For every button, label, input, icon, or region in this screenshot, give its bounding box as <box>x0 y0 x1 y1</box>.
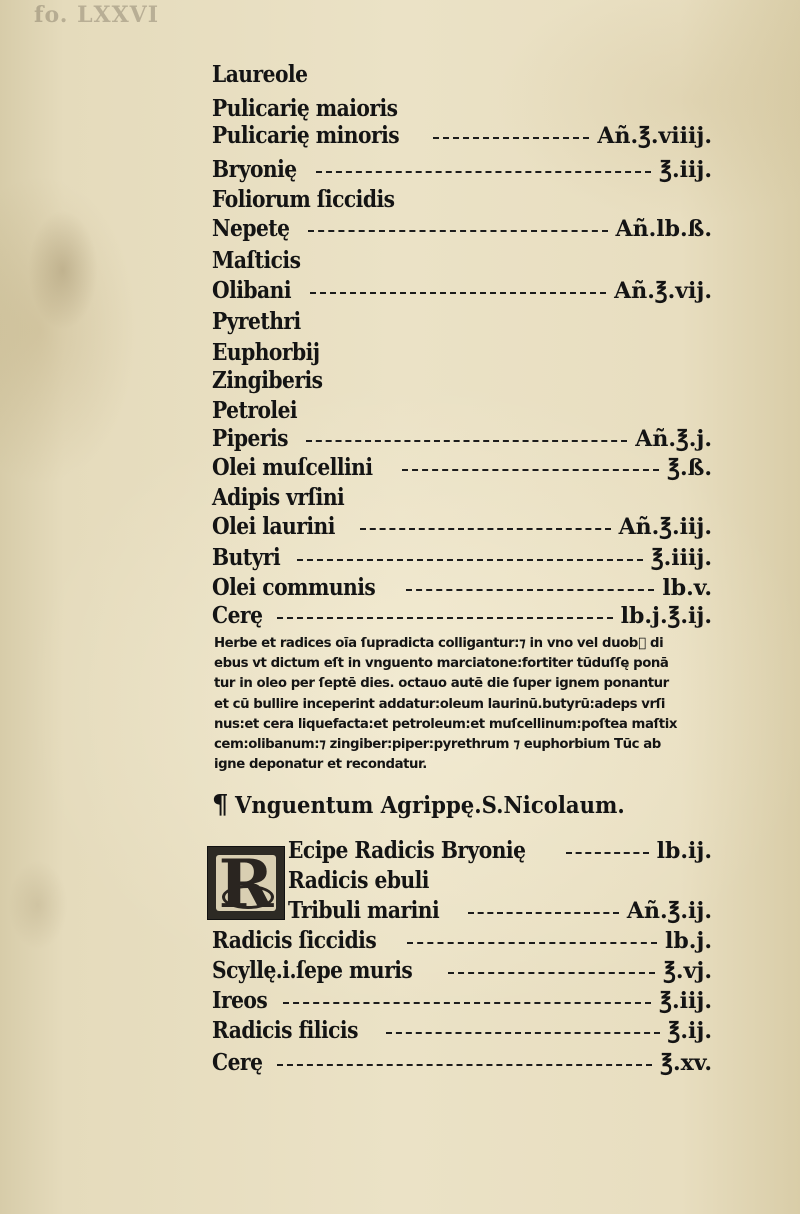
ingredient-quantity: Añ.℥.ij. <box>626 897 712 924</box>
leader-line <box>283 1002 651 1004</box>
ingredient-name: Cerę <box>212 1049 263 1076</box>
ingredient-row <box>212 956 712 985</box>
leader-line <box>402 469 659 471</box>
ingredient-name: Laureole <box>212 61 308 88</box>
leader-line <box>277 1064 652 1066</box>
ingredient-row <box>212 601 712 630</box>
ingredient-quantity: lb.j.℥.ij. <box>620 602 712 629</box>
pilcrow-icon: ¶ <box>212 790 229 820</box>
ingredient-name: Olei muſcellini <box>212 454 373 481</box>
ingredient-quantity: lb.v. <box>662 574 712 601</box>
ingredient-quantity: Añ.℥.viiij. <box>597 122 712 149</box>
ingredient-quantity: ℥.iiij. <box>650 544 712 571</box>
ingredient-name: Olibani <box>212 277 291 304</box>
ingredient-quantity: ℥.vj. <box>663 957 712 984</box>
ingredient-name: Pulicarię minoris <box>212 122 400 149</box>
initial-frame <box>216 855 276 911</box>
ingredient-row <box>288 866 712 895</box>
ingredient-name: Nepetę <box>212 215 290 242</box>
initial-letter: R <box>218 855 274 911</box>
ingredient-row <box>212 543 712 572</box>
instruction-line: igne deponatur et recondatur. <box>214 757 427 773</box>
ingredient-quantity: ℥.iij. <box>659 156 712 183</box>
leader-line <box>316 171 651 173</box>
ingredient-row <box>212 573 712 602</box>
instruction-line: et cū bullire inceperint addatur:oleum laurinū.butyrū:adeps vrſi <box>214 696 665 712</box>
ingredient-name: Tribuli marini <box>288 897 440 924</box>
ingredient-name: Maſticis <box>212 247 301 274</box>
ingredient-row <box>212 214 712 243</box>
ingredient-name: Radicis filicis <box>212 1017 358 1044</box>
ingredient-name: Butyri <box>212 544 281 571</box>
leader-line <box>448 972 656 974</box>
ingredient-name: Pyrethri <box>212 308 301 335</box>
ingredient-name: Olei communis <box>212 574 376 601</box>
ingredient-quantity: Añ.℥.j. <box>635 425 712 452</box>
ingredient-name: Euphorbij <box>212 339 320 366</box>
ingredient-name: Bryonię <box>212 156 297 183</box>
ingredient-quantity: ℥.ß. <box>667 454 712 481</box>
ingredient-row <box>212 424 712 453</box>
ingredient-name: Ecipe Radicis Bryonię <box>288 837 526 864</box>
ingredient-name: Radicis ſiccidis <box>212 927 377 954</box>
ingredient-quantity: lb.j. <box>664 927 712 954</box>
ingredient-name: Ireos <box>212 987 268 1014</box>
ingredient-row <box>212 185 712 214</box>
ingredient-row <box>212 453 712 482</box>
ingredient-row <box>212 338 712 367</box>
ingredient-row <box>212 155 712 184</box>
recipe-heading <box>212 790 702 820</box>
instruction-line: Herbe et radices oīa ſupradicta colligantur:⁊ in vno vel duob᷒ di <box>214 636 664 651</box>
instruction-line: nus:et cera liquefacta:et petroleum:et muſcellinum:poſtea maſtix <box>214 716 677 732</box>
ingredient-row <box>212 396 712 425</box>
leader-line <box>306 440 627 442</box>
ingredient-quantity: Añ.lb.ß. <box>615 215 712 242</box>
ingredient-row <box>212 483 712 512</box>
leader-line <box>360 528 611 530</box>
ingredient-row <box>288 836 712 865</box>
preparation-instructions <box>214 634 714 775</box>
instruction-line: cem:olibanum:⁊ zingiber:piper:pyrethrum ⁊ euphorbium Tūc ab <box>214 737 661 753</box>
ingredient-row <box>212 121 712 150</box>
ingredient-row <box>212 60 712 89</box>
leader-line <box>277 617 612 619</box>
foxing-stain <box>28 210 98 330</box>
ingredient-name: Scyllę.i.ſepe muris <box>212 957 413 984</box>
recipe-title: Vnguentum Agrippę.S.Nicolaum. <box>234 791 625 819</box>
ingredient-name: Foliorum ſiccidis <box>212 186 395 213</box>
ingredient-row <box>212 94 712 123</box>
ingredient-quantity: ℥.xv. <box>660 1049 712 1076</box>
leader-line <box>308 230 607 232</box>
ingredient-name: Cerę <box>212 602 263 629</box>
ingredient-quantity: lb.ij. <box>656 837 712 864</box>
ingredient-row <box>212 276 712 305</box>
leader-line <box>407 942 657 944</box>
leader-line <box>386 1032 660 1034</box>
leader-line <box>297 559 643 561</box>
leader-line <box>566 852 649 854</box>
instruction-line: ebus vt dictum eſt in vnguento marciatone:fortiter tūduſſę ponā <box>214 656 669 672</box>
ingredient-row <box>212 986 712 1015</box>
ingredient-row <box>212 512 712 541</box>
ingredient-row <box>212 1048 712 1077</box>
ingredient-name: Petrolei <box>212 397 298 424</box>
ingredient-name: Piperis <box>212 425 288 452</box>
leader-line <box>310 292 606 294</box>
ingredient-row <box>212 307 712 336</box>
ingredient-name: Olei laurini <box>212 513 335 540</box>
ingredient-quantity: Añ.℥.vij. <box>614 277 712 304</box>
folio-number: fo. LXXVI <box>34 2 160 28</box>
leader-line <box>468 912 619 914</box>
ingredient-name: Adipis vrſini <box>212 484 345 511</box>
foxing-stain <box>8 860 68 950</box>
ingredient-name: Zingiberis <box>212 367 323 394</box>
leader-line <box>433 137 590 139</box>
ingredient-row <box>212 926 712 955</box>
decorated-initial <box>207 846 285 920</box>
ingredient-row <box>212 246 712 275</box>
instruction-line: tur in oleo per ſeptē dies. octauo autē die ſuper ignem ponantur <box>214 676 669 692</box>
ingredient-quantity: Añ.℥.iij. <box>618 513 712 540</box>
leader-line <box>406 589 655 591</box>
ingredient-quantity: ℥.iij. <box>659 987 712 1014</box>
ingredient-name: Radicis ebuli <box>288 867 429 894</box>
ingredient-row <box>288 896 712 925</box>
ingredient-quantity: ℥.ij. <box>667 1017 712 1044</box>
ingredient-name: Pulicarię maioris <box>212 95 398 122</box>
ingredient-row <box>212 1016 712 1045</box>
ingredient-row <box>212 366 712 395</box>
